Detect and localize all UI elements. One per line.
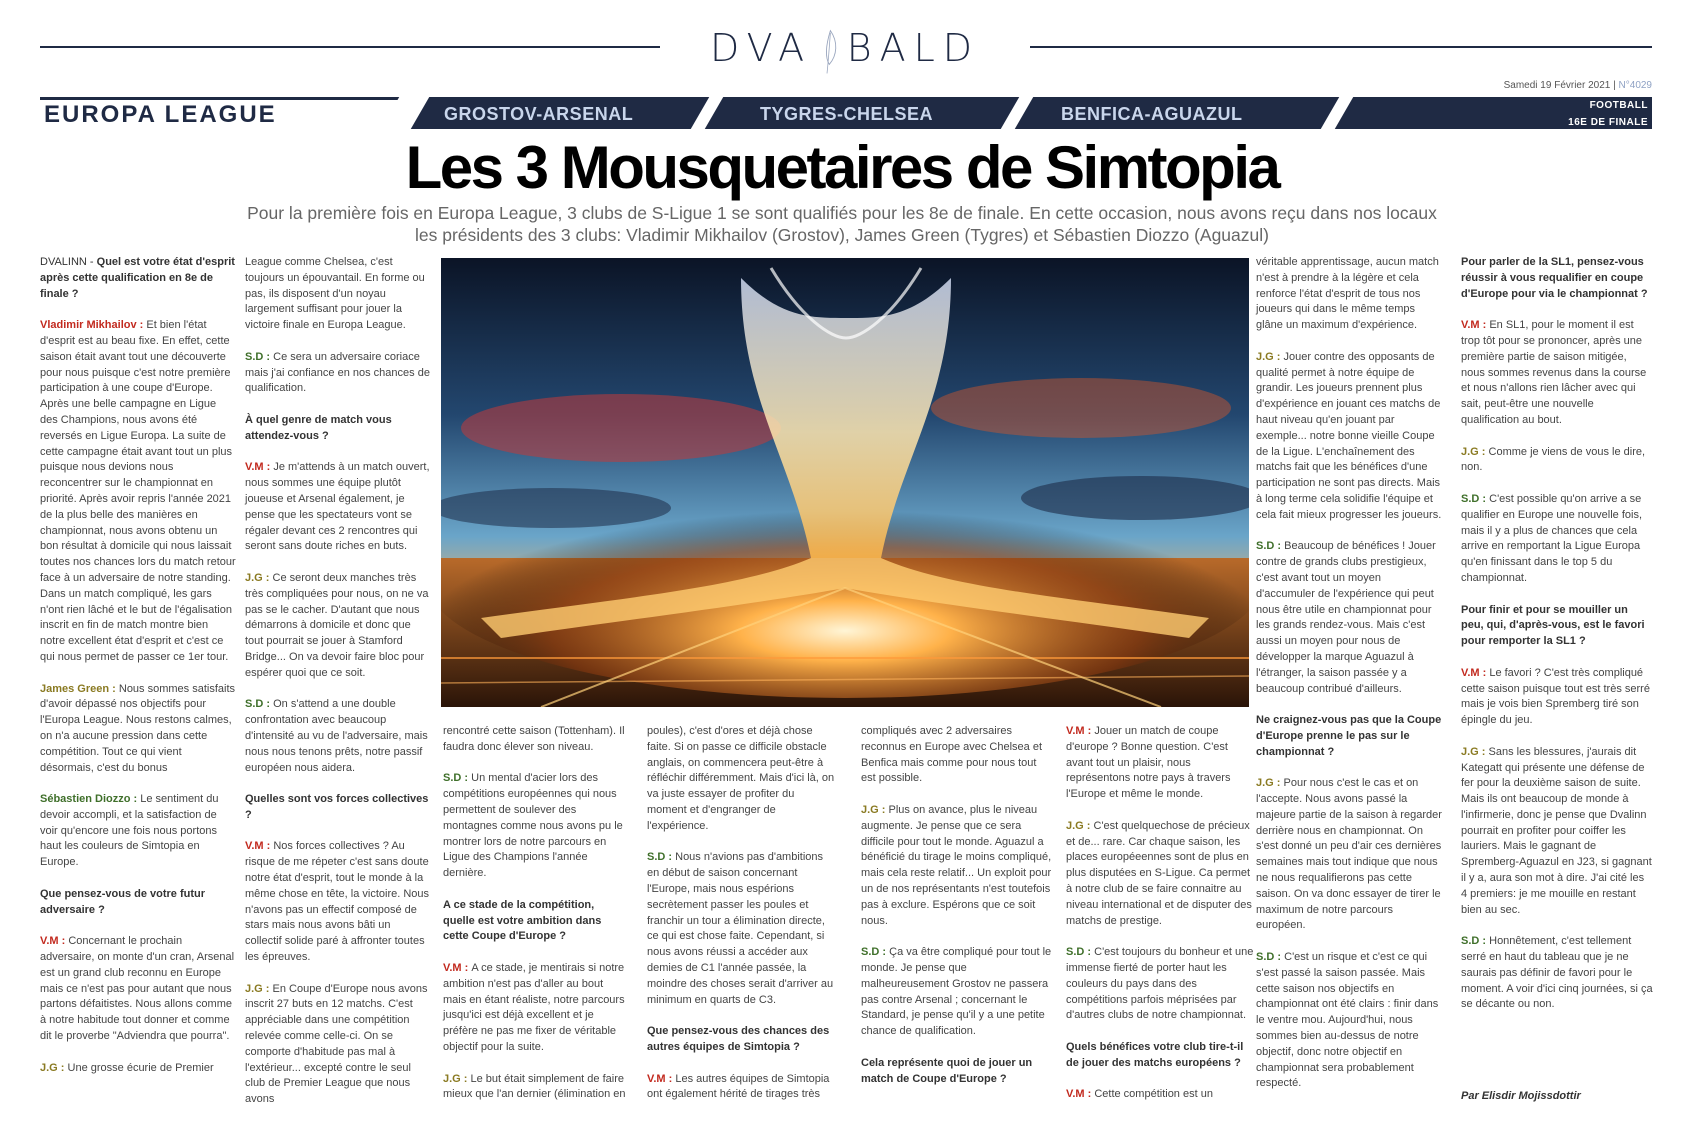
paragraph [443,961,628,1056]
paragraph [245,255,430,334]
paragraph [1256,950,1442,1092]
paragraph [861,803,1053,929]
paragraph [1256,713,1442,760]
paragraph [647,724,837,835]
answer: Jouer un match de coupe d'europe ? Bonne question. C'est avant tout un plaisir, nous représentons notre pays à travers l'Europe et même le monde. [1066,725,1231,801]
match-link-1[interactable]: GROSTOV-ARSENAL [444,104,634,124]
section-band-line [40,97,1652,100]
answer: Un mental d'acier lors des compétitions européennes qui nous permettent de soulever des montagnes comme nous avons pu le montrer lors de notre parcours en Ligue des Champions l'année dernière. [443,772,623,880]
paragraph [245,413,430,445]
answer: Pour nous c'est le cas et on l'accepte. Nous avons passé la majeure partie de la saison à regarder derrière nous en championnat. On s'est donné un peu d'air ces dernières semaines mais tout indique que nous ne nous requalifierons pas cette saison. On va donc essayer de tirer le maximum de notre parcours européen. [1256,777,1442,932]
speaker: S.D : [1461,935,1490,948]
answer: poules), c'est d'ores et déjà chose faite. Si on passe ce difficile obstacle anglais, on commencera peut-être à réfléchir différemment. Mais d'ici là, on va juste essayer de profiter du moment et d'engranger de l'expérience. [647,725,835,832]
paragraph [1461,318,1653,429]
paragraph [1066,724,1256,803]
speaker: J.G : [1461,745,1489,758]
paragraph [1461,934,1653,1013]
answer: Jouer contre des opposants de qualité permet à notre équipe de grandir. Les joueurs prennent plus d'expérience en jouant ces matchs de haut niveau qu'en jouant par exemple... notre bonne vieille Coupe de la Ligue. L'enchaînement des matchs fait que les bénéfices d'une participation ne sont pas directs. Mais à long terme cela solidifie l'équipe et cela fait mieux progresser les joueurs. [1256,350,1442,521]
answer: A ce stade, je mentirais si notre ambition n'est pas d'aller au bout mais en étant réaliste, notre parcours jusqu'ici est déjà excellent et je préfère ne pas me fixer de véritable objectif pour la suite. [443,961,625,1053]
question: A ce stade de la compétition, quelle est votre ambition dans cette Coupe d'Europe ? [443,898,602,943]
speaker: S.D : [245,698,274,711]
answer: Sans les blessures, j'aurais dit Kategatt qui présente une défense de fer pour la deuxième saison de suite. Mais ils ont beaucoup de monde à l'infirmerie, donc je pense que Dvalinn pourrait en profiter pour coiffer les lauriers. Mais le gagnant de Spremberg-Aguazul en J23, si gagnant il y a, aura son mot à dire. J'ai cité les 4 premiers: je me mouille en restant bien au sec. [1461,745,1652,916]
speaker: J.G : [245,571,273,584]
answer: Les autres équipes de Simtopia ont également hérité de tirages très [647,1072,830,1101]
speaker: Sébastien Diozzo : [40,793,141,806]
paragraph [40,682,236,777]
question: Quel est votre état d'esprit après cette qualification en 8e de finale ? [40,256,235,300]
speaker: Vladimir Mikhailov : [40,319,147,332]
byline: Par Elisdir Mojissdottir [1461,1090,1581,1102]
paragraph [40,934,236,1045]
paragraph [40,318,236,666]
speaker: V.M : [1461,666,1490,679]
answer: On s'attend a une double confrontation avec beaucoup d'intensité au vu de l'adversaire, mais nous nous tenons prêts, notre passif européen nous aidera. [245,698,428,774]
speaker: S.D : [1066,946,1095,959]
speaker: V.M : [245,840,274,853]
column-8 [1461,255,1653,1029]
column-3 [443,724,628,1119]
paragraph [245,697,430,776]
masthead-rule-right [1030,46,1652,48]
answer: C'est un risque et c'est ce qui s'est passé la saison passée. Mais cette saison nos objectifs en championnat ont été clairs : finir dans le ventre mou. Aujourd'hui, nous sommes bien au-dessus de notre objectif, donc notre objectif en championnat sera probablement respecté. [1256,951,1439,1090]
paragraph [861,945,1053,1040]
issue-number: N°4029 [1618,80,1652,91]
paragraph [1461,255,1653,302]
answer: Concernant le prochain adversaire, on monte d'un cran, Arsenal est un grand club reconnu en Europe mais ce n'est pas pour autant que nous partons défaitistes. Nous allons comme à notre habitude tout donner et comme dit le proverbe "Adviendra que pourra". [40,935,235,1043]
speaker: DVALINN - [40,256,97,268]
question: Ne craignez-vous pas que la Coupe d'Europe prenne le pas sur le championnat ? [1256,714,1442,758]
paragraph [1066,1087,1256,1103]
paragraph [1461,445,1653,477]
speaker: V.M : [1066,725,1095,737]
question: Que pensez-vous de votre futur adversaire ? [40,887,206,916]
speaker: J.G : [245,982,273,995]
answer: véritable apprentissage, aucun match n'est à prendre à la légère et cela renforce l'état d'esprit de tous nos joueurs qui dans le même temps glâne un maximum d'expérience. [1256,256,1439,332]
answer: Honnêtement, c'est tellement serré en haut du tableau que je ne saurais pas définir de favori pour le moment. A voir d'ici cinq journées, si ça se décante ou non. [1461,935,1653,1011]
paragraph [443,724,628,756]
answer: Ce sera un adversaire coriace mais j'ai confiance en nos chances de qualification. [245,350,430,395]
speaker: S.D : [1256,951,1285,964]
answer: Nous sommes satisfaits d'avoir dépassé nos objectifs pour l'Europa League. Nous restons calmes, on n'a aucune pression dans cette compétition. Tout ce qui vient désormais, c'est du bonus [40,682,236,774]
paragraph [647,1024,837,1056]
question: À quel genre de match vous attendez-vous ? [245,413,392,442]
paragraph [1066,819,1256,930]
round-tag: 16E DE FINALE [1568,117,1648,128]
paragraph [1461,492,1653,587]
column-7 [1256,255,1442,1108]
answer: Ce seront deux manches très très compliquées pour nous, on ne va pas se le cacher. D'autant que nous démarrons à domicile et donc que tout pourrait se jouer à Stamford Bridge... On va devoir faire bloc pour espérer quoi que ce soit. [245,571,429,679]
sport-tag: FOOTBALL [1589,100,1648,111]
question: Quels bénéfices votre club tire-t-il de jouer des matchs européens ? [1066,1040,1244,1069]
speaker: V.M : [1066,1088,1095,1101]
column-1 [40,255,236,1092]
column-4 [647,724,837,1119]
paragraph [245,982,430,1108]
answer: Je m'attends à un match ouvert, nous sommes une équipe plutôt joueuse et Arsenal également, je pense que les spectateurs vont se régaler devant ces 2 rencontres qui seront sans doute riches en buts. [245,461,430,553]
question: Pour finir et pour se mouiller un peu, qui, d'après-vous, est le favori pour remporter la SL1 ? [1461,603,1645,648]
speaker: V.M : [647,1072,676,1085]
match-link-3[interactable]: BENFICA-AGUAZUL [1061,104,1243,124]
answer: Nous n'avions pas d'ambitions en début de saison concernant l'Europe, mais nous espérions secrètement passer les poules et franchir un tour a élimination directe, ce qui est chose faite. Cependant, si nous avons réussi a accéder aux demies de C1 l'année passée, la moindre des choses serait d'arriver au minimum en quarts de C3. [647,851,834,1006]
answer: Beaucoup de bénéfices ! Jouer contre de grands clubs prestigieux, c'est avant tout un moyen d'accumuler de l'expérience qui peut nous être utile en championnat pour les grands rendez-vous. Mais c'est aussi un moyen pour nous de développer la marque Aguazul à l'étranger, la saison passée y a beaucoup contribué d'ailleurs. [1256,540,1436,695]
speaker: S.D : [443,772,472,785]
answer: Ça va être compliqué pour tout le monde. Je pense que malheureusement Grostov ne passera pas contre Arsenal ; concernant le Standard, je pense qu'il y a une petite chance de qualification. [861,946,1052,1038]
issue-separator: | [1613,80,1616,91]
question: Cela représente quoi de jouer un match de Coupe d'Europe ? [861,1056,1033,1085]
answer: rencontré cette saison (Tottenham). Il faudra donc élever son niveau. [443,725,625,753]
column-6 [1066,724,1256,1119]
paragraph [861,724,1053,787]
paragraph [245,571,430,682]
speaker: V.M : [245,461,274,474]
answer: Nos forces collectives ? Au risque de me répeter c'est sans doute notre état d'esprit, tout le monde à la même chose en tête, la victoire. Nous n'avons pas un effectif composé de stars mais nous avons bâti un collectif solide paré à affronter toutes les épreuves. [245,840,430,964]
answer: En SL1, pour le moment il est trop tôt pour se prononcer, après une première partie de saison mitigée, nous sommes revenus dans la course et nous n'allons rien lâcher avec qui sait, peut-être une nouvelle qualification au bout. [1461,319,1647,426]
speaker: V.M : [443,961,472,974]
answer: Le favori ? C'est très compliqué cette saison puisque tout est très serré mais je vois bien Spremberg tiré son épingle du jeu. [1461,666,1650,727]
masthead-logo[interactable] [710,28,980,68]
speaker: S.D : [1461,492,1490,505]
paragraph [245,792,430,824]
speaker: J.G : [1461,445,1489,458]
paragraph [1461,666,1653,729]
speaker: J.G : [40,1061,68,1074]
paragraph [1461,603,1653,650]
paragraph [1066,1040,1256,1072]
paragraph [1256,776,1442,934]
paragraph [1256,255,1442,334]
trophy-city-image [441,258,1249,707]
speaker: J.G : [1256,777,1284,790]
paragraph [245,350,430,397]
paragraph [40,1061,236,1077]
issue-dateline [1504,80,1652,91]
standfirst [200,202,1484,246]
column-2 [245,255,430,1124]
quill-icon [818,12,841,92]
speaker: S.D : [245,350,274,363]
masthead-rule-left [40,46,660,48]
answer: C'est possible qu'on arrive a se qualifier en Europe une nouvelle fois, mais il y a plus de chances que cela arrive en remportant la Ligue Europa qu'en finissant dans le top 5 du championnat. [1461,492,1643,584]
answer: Le sentiment du devoir accompli, et la satisfaction de voir qu'encore une fois nous portons haut les couleurs de Simtopia en Europe. [40,793,219,869]
speaker: V.M : [1461,319,1490,332]
speaker: S.D : [1256,540,1285,553]
paragraph [40,887,236,919]
issue-date: Samedi 19 Février 2021 [1503,80,1611,91]
paragraph [1066,945,1256,1024]
paragraph [40,792,236,871]
speaker: James Green : [40,682,119,695]
answer: Cette compétition est un [1094,1088,1213,1101]
paragraph [245,460,430,555]
answer: Et bien l'état d'esprit est au beau fixe. En effet, cette saison était avant tout une découverte pour nous puisque c'est notre première participation à une coupe d'Europe. Après une belle campagne en Ligue des Champions, nous avons été reversés en Ligue Europa. La suite de cette campagne était avant tout un plus puisque nous devions nous reconcentrer sur le championnat en priorité. Après avoir repris l'année 2021 de la plus belle des manières en championnat, nous avons obtenu un bon résultat à domicile qui nous laissait toutes nos chances lors du match retour face à un adversaire de notre standing. Dans un match compliqué, les gars n'ont rien lâché et le but de l'égalisation inscrit en fin de match montre bien notre excellent état d'esprit et c'est ce qui nous permet de passer ce 1er tour. [40,319,236,663]
trophy-photo [441,258,1249,707]
answer: C'est quelquechose de précieux et de... rare. Car chaque saison, les places européeennes sont de plus en plus disputées en S-Ligue. Ca permet à notre club de se faire connaitre au niveau international et de disputer des matchs de prestige. [1066,819,1252,927]
answer: C'est toujours du bonheur et une immense fierté de porter haut les couleurs du pays dans des compétitions parfois méprisées par d'autres clubs de notre championnat. [1066,946,1254,1022]
answer: compliqués avec 2 adversaires reconnus en Europe avec Chelsea et Benfica mais comme pour nous tout est possible. [861,725,1043,785]
answer: Comme je viens de vous le dire, non. [1461,445,1646,474]
speaker: J.G : [1066,819,1094,832]
answer: Plus on avance, plus le niveau augmente. Je pense que ce sera difficile pour tout le monde. Aguazul a bénéficié du tirage le moins compliqué, mais cela reste relatif... Un exploit pour un de nos représentants n'est toutefois pas à exclure. Espérons que ce soit nous. [861,803,1052,927]
section-title[interactable]: EUROPA LEAGUE [44,101,277,128]
answer: League comme Chelsea, c'est toujours un épouvantail. En forme ou pas, ils disposent d'un noyau largement suffisant pour jouer la victoire finale en Europa League. [245,256,425,332]
answer: Une grosse écurie de Premier [67,1061,214,1074]
question: Que pensez-vous des chances des autres équipes de Simtopia ? [647,1025,830,1053]
match-link-2[interactable]: TYGRES-CHELSEA [760,104,934,124]
paragraph [1461,745,1653,919]
paragraph [443,771,628,882]
paragraph [647,1072,837,1104]
paragraph [443,898,628,945]
paragraph [861,1056,1053,1088]
paragraph [245,839,430,965]
paragraph [443,1072,628,1104]
standfirst-line-2: les présidents des 3 clubs: Vladimir Mikhailov (Grostov), James Green (Tygres) et Sébastien Diozzo (Aguazul) [415,225,1269,245]
standfirst-line-1: Pour la première fois en Europa League, 3 clubs de S-Ligue 1 se sont qualifiés pour les 8e de finale. En cette occasion, nous avons reçu dans nos locaux [247,203,1437,223]
logo-text-left: DVA [710,26,813,70]
question: Pour parler de la SL1, pensez-vous réussir à vous requalifier en coupe d'Europe pour via le championnat ? [1461,256,1648,300]
paragraph [647,850,837,1008]
band-divider [1001,97,1033,129]
speaker: V.M : [40,935,69,948]
paragraph [40,255,236,302]
headline: Les 3 Mousquetaires de Simtopia [405,134,1279,201]
speaker: S.D : [647,851,676,864]
logo-text-right: BALD [846,26,980,70]
speaker: J.G : [861,803,889,816]
speaker: J.G : [443,1072,471,1085]
speaker: S.D : [861,946,890,959]
band-divider [1321,97,1353,129]
speaker: J.G : [1256,350,1284,363]
answer: En Coupe d'Europe nous avons inscrit 27 buts en 12 matchs. C'est appréciable dans une compétition relevée comme celle-ci. On se comporte d'habitude pas mal à l'extérieur... excepté contre le seul club de Premier League que nous avons [245,982,428,1106]
question: Quelles sont vos forces collectives ? [245,793,429,821]
paragraph [1256,350,1442,524]
column-5 [861,724,1053,1103]
paragraph [1256,539,1442,697]
answer: Le but était simplement de faire mieux que l'an dernier (élimination en [443,1072,626,1101]
band-divider [691,97,723,129]
